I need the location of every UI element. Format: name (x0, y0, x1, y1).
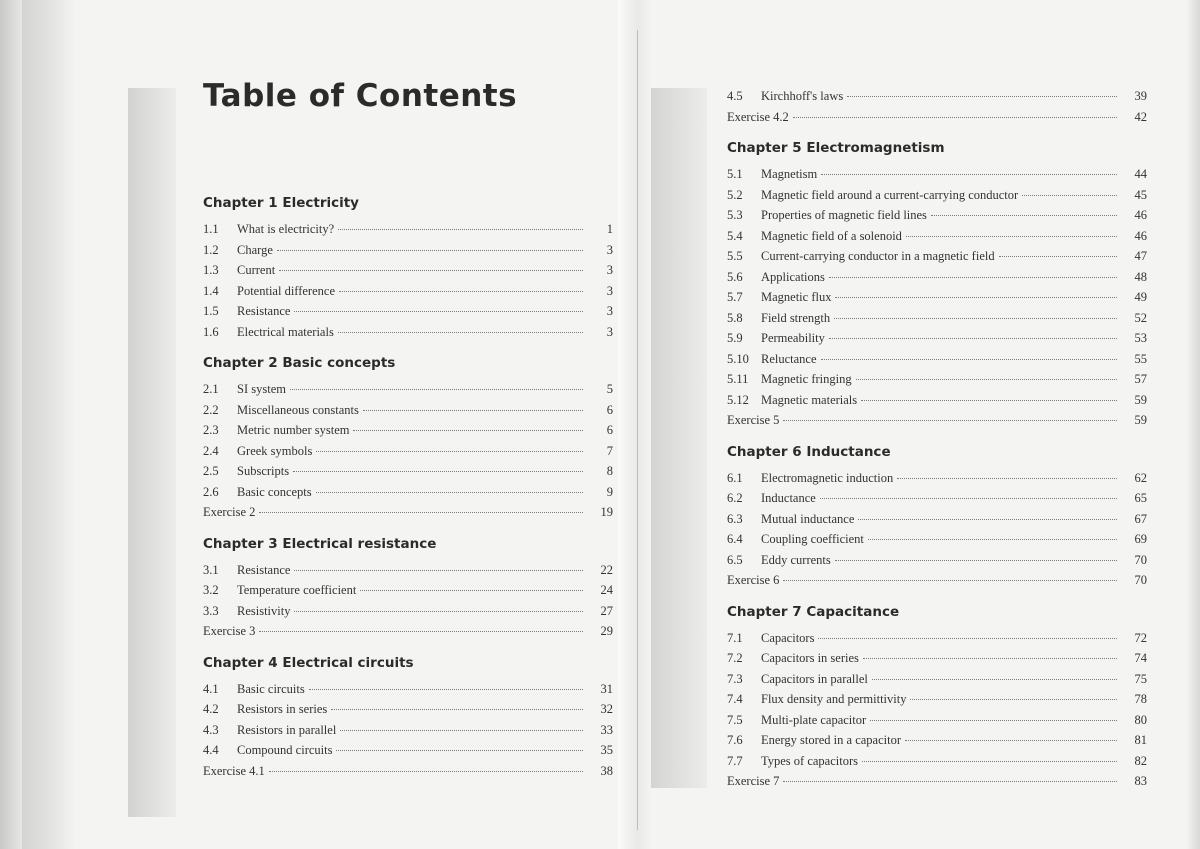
section-title: Magnetism (761, 167, 818, 181)
dot-leader (259, 631, 583, 632)
toc-entry[interactable] (203, 420, 613, 441)
page-number: 38 (600, 763, 613, 778)
page-number: 46 (1134, 228, 1147, 243)
page-number: 3 (606, 242, 613, 257)
section-title: Eddy currents (761, 552, 831, 567)
dot-leader (910, 699, 1117, 700)
section-number: 1.6 (203, 324, 219, 339)
page-number: 42 (1134, 109, 1147, 124)
section-title: Miscellaneous constants (237, 402, 359, 417)
dot-leader (870, 720, 1117, 721)
section-number: 7.1 (727, 630, 743, 645)
page-number: 65 (1134, 491, 1147, 505)
section-number: 2.3 (203, 423, 219, 437)
page-number: 8 (606, 464, 613, 478)
section-number: 1.3 (203, 263, 219, 277)
section-title: Multi-plate capacitor (761, 712, 867, 727)
chapter-heading: Chapter 3 Electrical resistance (203, 535, 437, 552)
toc-entry[interactable] (727, 669, 1147, 690)
section-title: Types of capacitors (761, 753, 859, 768)
toc-entry[interactable] (727, 205, 1147, 226)
dot-leader (835, 297, 1117, 298)
dot-leader (793, 117, 1117, 118)
section-title: Exercise 3 (203, 624, 256, 638)
section-number: 4.2 (203, 702, 219, 716)
dot-leader (829, 277, 1117, 278)
page-number: 3 (606, 283, 613, 298)
dot-leader (818, 638, 1117, 639)
dot-leader (339, 291, 583, 292)
toc-entry[interactable] (727, 550, 1147, 571)
page-title: Table of Contents (203, 78, 518, 114)
page-number: 72 (1134, 630, 1147, 645)
toc-entry[interactable] (727, 86, 1147, 107)
dot-leader (868, 539, 1117, 540)
page-number: 67 (1134, 511, 1147, 526)
page-number: 59 (1134, 413, 1147, 427)
page-number: 33 (600, 722, 613, 737)
section-number: 4.4 (203, 743, 219, 757)
section-title: Magnetic field of a solenoid (761, 228, 902, 243)
section-number: 5.7 (727, 290, 743, 304)
section-number: 6.4 (727, 532, 743, 546)
page-number: 27 (600, 603, 613, 618)
section-number: 7.3 (727, 671, 743, 686)
dot-leader (861, 400, 1117, 401)
section-title: Potential difference (237, 283, 335, 298)
section-title: Current (237, 263, 276, 277)
section-title: Temperature coefficient (237, 583, 357, 597)
section-number: 2.2 (203, 402, 219, 417)
chapter-heading: Chapter 6 Inductance (727, 443, 891, 460)
section-title: Electromagnetic induction (761, 470, 894, 485)
page-number: 75 (1134, 671, 1147, 686)
section-title: Resistance (237, 562, 291, 577)
chapter-heading: Chapter 1 Electricity (203, 195, 359, 211)
dot-leader (856, 379, 1117, 380)
section-number: 3.2 (203, 583, 219, 597)
dot-leader (277, 250, 583, 251)
section-title: Magnetic fringing (761, 372, 852, 386)
toc-right-column (727, 86, 1147, 804)
dot-leader (821, 174, 1117, 175)
toc-chapter (203, 354, 613, 523)
dot-leader (363, 410, 583, 411)
section-number: 5.5 (727, 249, 743, 263)
toc-entry[interactable] (203, 740, 613, 761)
toc-entry[interactable] (727, 390, 1147, 411)
section-number: 7.5 (727, 712, 743, 727)
dot-leader (353, 430, 583, 431)
toc-exercise-entry[interactable] (203, 502, 613, 523)
section-number: 5.1 (727, 167, 743, 181)
section-title: SI system (237, 382, 286, 396)
section-title: Kirchhoff's laws (761, 89, 844, 103)
section-title: Basic circuits (237, 681, 305, 696)
dot-leader (783, 580, 1117, 581)
section-number: 4.5 (727, 89, 743, 103)
section-title: Resistors in parallel (237, 722, 337, 737)
chapter-heading: Chapter 5 Electromagnetism (727, 140, 945, 156)
section-title: Exercise 7 (727, 774, 780, 788)
dot-leader (294, 570, 583, 571)
dot-leader (858, 519, 1117, 520)
section-title: Exercise 4.2 (727, 109, 789, 124)
section-number: 2.1 (203, 382, 219, 396)
page-number: 78 (1134, 692, 1147, 706)
toc-exercise-entry[interactable] (727, 410, 1147, 431)
section-title: Exercise 5 (727, 413, 780, 427)
page-number: 55 (1134, 351, 1147, 366)
section-number: 7.4 (727, 692, 743, 706)
dot-leader (820, 498, 1117, 499)
page-number: 3 (606, 263, 613, 277)
toc-exercise-entry[interactable] (727, 570, 1147, 591)
section-number: 3.1 (203, 562, 219, 577)
page-number: 6 (606, 423, 613, 437)
toc-entry[interactable] (727, 369, 1147, 390)
section-title: Coupling coefficient (761, 532, 864, 546)
dot-leader (906, 236, 1117, 237)
toc-entry[interactable] (727, 488, 1147, 509)
toc-entry[interactable] (203, 441, 613, 462)
section-title: Magnetic materials (761, 392, 858, 407)
section-title: Field strength (761, 310, 831, 325)
page-number: 24 (600, 583, 613, 597)
section-title: Flux density and permittivity (761, 692, 907, 706)
toc-entry[interactable] (727, 730, 1147, 751)
page-number: 74 (1134, 651, 1147, 665)
section-number: 1.1 (203, 222, 219, 236)
section-title: Resistivity (237, 603, 291, 618)
section-title: Metric number system (237, 423, 350, 437)
toc-exercise-entry[interactable] (203, 621, 613, 642)
toc-chapter (203, 654, 613, 782)
toc-entry[interactable] (203, 560, 613, 581)
page-number: 19 (600, 505, 613, 519)
section-number: 7.7 (727, 753, 743, 768)
section-number: 5.9 (727, 331, 743, 345)
page-number: 31 (600, 681, 613, 696)
section-number: 5.12 (727, 392, 749, 407)
toc-entry[interactable] (727, 689, 1147, 710)
dot-leader (931, 215, 1117, 216)
section-title: Compound circuits (237, 743, 333, 757)
chapter-heading: Chapter 2 Basic concepts (203, 355, 396, 371)
toc-entry[interactable] (203, 301, 613, 322)
page-number: 47 (1134, 249, 1147, 263)
page-number: 49 (1134, 290, 1147, 304)
dot-leader (783, 420, 1117, 421)
page-number: 62 (1134, 470, 1147, 485)
section-number: 6.5 (727, 552, 743, 567)
dot-leader (259, 512, 583, 513)
toc-entry[interactable] (727, 349, 1147, 370)
section-title: Current-carrying conductor in a magnetic field (761, 249, 995, 263)
toc-left-column (203, 194, 613, 793)
toc-chapter (203, 194, 613, 342)
page-number: 81 (1134, 733, 1147, 747)
page-number: 57 (1134, 372, 1147, 386)
toc-entry[interactable] (727, 164, 1147, 185)
page-number: 80 (1134, 712, 1147, 727)
dot-leader (872, 679, 1117, 680)
section-number: 3.3 (203, 603, 219, 618)
dot-leader (821, 359, 1117, 360)
dot-leader (897, 478, 1117, 479)
dot-leader (338, 332, 583, 333)
dot-leader (829, 338, 1117, 339)
page-number: 70 (1134, 552, 1147, 567)
toc-entry[interactable] (203, 720, 613, 741)
toc-exercise-entry[interactable] (727, 771, 1147, 792)
toc-entry[interactable] (727, 246, 1147, 267)
page-number: 83 (1134, 774, 1147, 788)
section-title: Energy stored in a capacitor (761, 733, 901, 747)
toc-exercise-entry[interactable] (203, 761, 613, 782)
page-number: 9 (606, 484, 613, 499)
dot-leader (293, 471, 583, 472)
section-title: Inductance (761, 491, 816, 505)
toc-entry[interactable] (727, 648, 1147, 669)
section-title: What is electricity? (237, 222, 335, 236)
dot-leader (847, 96, 1117, 97)
dot-leader (316, 451, 583, 452)
section-number: 5.3 (727, 208, 743, 222)
toc-entry[interactable] (727, 226, 1147, 247)
dot-leader (269, 771, 583, 772)
section-number: 1.2 (203, 242, 219, 257)
left-page-margin-band (128, 88, 176, 817)
page-number: 35 (600, 743, 613, 757)
section-title: Resistors in series (237, 702, 328, 716)
toc-entry[interactable] (203, 322, 613, 343)
page-number: 70 (1134, 573, 1147, 587)
section-title: Magnetic field around a current-carrying conductor (761, 187, 1019, 202)
toc-entry[interactable] (203, 580, 613, 601)
toc-entry[interactable] (727, 328, 1147, 349)
section-number: 4.3 (203, 722, 219, 737)
dot-leader (783, 781, 1117, 782)
section-title: Capacitors in parallel (761, 671, 868, 686)
gutter-fold-line (637, 30, 638, 830)
left-scan-edge (0, 0, 22, 849)
dot-leader (316, 492, 583, 493)
dot-leader (294, 311, 583, 312)
section-title: Exercise 4.1 (203, 763, 265, 778)
section-title: Resistance (237, 304, 291, 318)
section-number: 1.4 (203, 283, 219, 298)
section-number: 5.6 (727, 269, 743, 284)
section-title: Exercise 2 (203, 505, 256, 519)
dot-leader (905, 740, 1117, 741)
section-number: 7.2 (727, 651, 743, 665)
section-number: 6.1 (727, 470, 743, 485)
toc-entry[interactable] (727, 267, 1147, 288)
toc-entry[interactable] (203, 461, 613, 482)
section-title: Exercise 6 (727, 573, 780, 587)
right-page-margin-band (651, 88, 707, 788)
dot-leader (338, 229, 583, 230)
dot-leader (279, 270, 583, 271)
page-number: 39 (1134, 89, 1147, 103)
dot-leader (294, 611, 583, 612)
toc-entry[interactable] (727, 308, 1147, 329)
book-gutter (618, 0, 654, 849)
toc-entry[interactable] (203, 482, 613, 503)
section-number: 2.4 (203, 443, 219, 458)
section-title: Capacitors in series (761, 651, 859, 665)
section-number: 2.6 (203, 484, 219, 499)
toc-entry[interactable] (203, 699, 613, 720)
section-number: 6.2 (727, 491, 743, 505)
toc-entry[interactable] (727, 185, 1147, 206)
page-number: 44 (1134, 167, 1147, 181)
section-number: 1.5 (203, 304, 219, 318)
section-number: 7.6 (727, 733, 743, 747)
toc-entry[interactable] (727, 628, 1147, 649)
page-number: 32 (600, 702, 613, 716)
page-number: 29 (600, 624, 613, 638)
section-title: Basic concepts (237, 484, 312, 499)
toc-chapter (727, 603, 1147, 792)
right-scan-edge (1186, 0, 1200, 849)
section-number: 5.8 (727, 310, 743, 325)
section-title: Capacitors (761, 630, 815, 645)
page-number: 7 (606, 443, 613, 458)
chapter-heading: Chapter 4 Electrical circuits (203, 654, 414, 671)
page-number: 22 (600, 562, 613, 577)
toc-chapter (727, 139, 1147, 431)
page-number: 1 (606, 222, 613, 236)
page-number: 3 (606, 324, 613, 339)
toc-entry[interactable] (203, 260, 613, 281)
dot-leader (336, 750, 583, 751)
section-title: Electrical materials (237, 324, 334, 339)
section-title: Greek symbols (237, 443, 313, 458)
dot-leader (360, 590, 583, 591)
section-title: Permeability (761, 331, 825, 345)
page-number: 69 (1134, 532, 1147, 546)
dot-leader (834, 318, 1117, 319)
page-number: 52 (1134, 310, 1147, 325)
toc-entry[interactable] (727, 509, 1147, 530)
section-number: 5.2 (727, 187, 743, 202)
dot-leader (340, 730, 583, 731)
section-number: 5.11 (727, 372, 749, 386)
dot-leader (309, 689, 583, 690)
toc-entry[interactable] (727, 468, 1147, 489)
toc-entry[interactable] (727, 710, 1147, 731)
dot-leader (999, 256, 1117, 257)
toc-chapter (727, 86, 1147, 127)
toc-entry[interactable] (203, 679, 613, 700)
toc-entry[interactable] (727, 287, 1147, 308)
toc-entry[interactable] (203, 240, 613, 261)
dot-leader (290, 389, 583, 390)
page-number: 53 (1134, 331, 1147, 345)
section-number: 6.3 (727, 511, 743, 526)
section-title: Applications (761, 269, 825, 284)
toc-chapter (727, 443, 1147, 591)
page-number: 59 (1134, 392, 1147, 407)
section-title: Subscripts (237, 464, 290, 478)
section-title: Magnetic flux (761, 290, 832, 304)
page-number: 5 (606, 382, 613, 396)
section-title: Reluctance (761, 351, 817, 366)
section-number: 5.10 (727, 351, 749, 366)
page-number: 3 (606, 304, 613, 318)
toc-chapter (203, 535, 613, 642)
section-number: 5.4 (727, 228, 743, 243)
toc-entry[interactable] (203, 219, 613, 240)
section-number: 4.1 (203, 681, 219, 696)
section-title: Properties of magnetic field lines (761, 208, 927, 222)
toc-entry[interactable] (203, 379, 613, 400)
toc-entry[interactable] (727, 529, 1147, 550)
dot-leader (1022, 195, 1117, 196)
toc-entry[interactable] (203, 400, 613, 421)
dot-leader (863, 658, 1117, 659)
toc-entry[interactable] (203, 281, 613, 302)
section-title: Charge (237, 242, 273, 257)
dot-leader (862, 761, 1117, 762)
page-number: 82 (1134, 753, 1147, 768)
dot-leader (835, 560, 1117, 561)
toc-exercise-entry[interactable] (727, 107, 1147, 128)
page-number: 48 (1134, 269, 1147, 284)
dot-leader (331, 709, 583, 710)
chapter-heading: Chapter 7 Capacitance (727, 603, 900, 620)
toc-entry[interactable] (727, 751, 1147, 772)
toc-entry[interactable] (203, 601, 613, 622)
section-title: Mutual inductance (761, 511, 855, 526)
page-number: 6 (606, 402, 613, 417)
page-number: 46 (1134, 208, 1147, 222)
page-number: 45 (1134, 187, 1147, 202)
section-number: 2.5 (203, 464, 219, 478)
